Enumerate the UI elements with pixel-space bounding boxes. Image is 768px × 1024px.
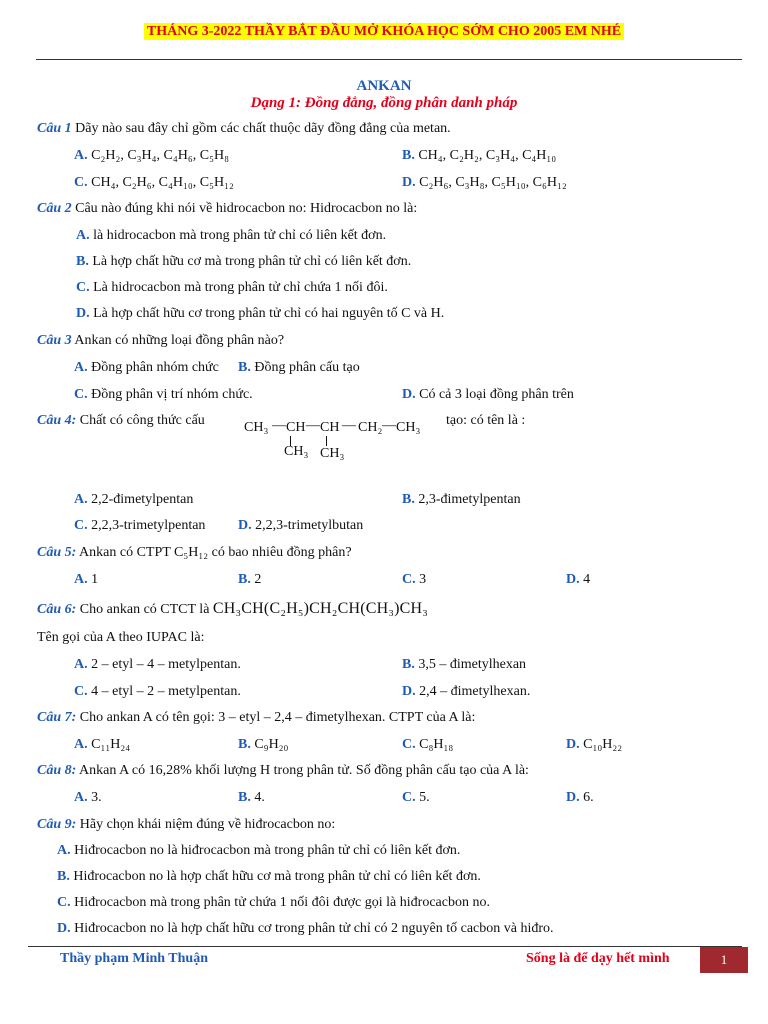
formula-vertical-bond — [326, 436, 327, 446]
question-text: Ankan có những loại đồng phân nào? — [71, 333, 285, 348]
q2-option-c[interactable] — [76, 280, 388, 296]
q6-option-a[interactable] — [74, 657, 241, 673]
option-letter: B. — [238, 360, 251, 375]
q9-option-c[interactable] — [57, 895, 490, 911]
q1-option-a[interactable] — [74, 148, 229, 164]
option-letter: D. — [566, 572, 580, 587]
q8-option-b[interactable] — [238, 790, 265, 806]
q7-option-d[interactable] — [566, 737, 622, 753]
option-letter: B. — [402, 492, 415, 507]
question-4 — [37, 413, 205, 429]
option-text: CH₄, C₂H₂, C₃H₄, C₄H₁₀ — [418, 148, 557, 163]
footer-motto: Sống là để dạy hết mình — [526, 951, 670, 966]
question-label: Câu 5: — [37, 545, 77, 560]
q3-option-d[interactable] — [402, 387, 574, 403]
question-label: Câu 1 — [37, 121, 72, 136]
option-letter: C. — [402, 737, 416, 752]
option-text: 3. — [91, 790, 102, 805]
option-letter: C. — [74, 387, 88, 402]
formula-ch-2: CH — [320, 420, 340, 435]
option-text: 2,3-đimetylpentan — [418, 492, 521, 507]
option-letter: C. — [402, 572, 416, 587]
question-label: Câu 7: — [37, 710, 77, 725]
option-letter: B. — [402, 148, 415, 163]
option-letter: D. — [402, 684, 416, 699]
option-letter: D. — [57, 921, 71, 936]
section-title: ANKAN — [356, 78, 412, 94]
option-letter: C. — [74, 518, 88, 533]
promo-banner-text: THÁNG 3-2022 THẦY BẮT ĐẦU MỞ KHÓA HỌC SỚM CHO 2005 EM NHÉ — [144, 23, 624, 40]
option-text: 4 — [583, 572, 591, 587]
formula-methyl-2: CH₃ — [320, 446, 345, 461]
option-text: Hiđrocacbon no là hợp chất hữu cơ trong phân tử chỉ có 2 nguyên tố cacbon và hiđro. — [74, 921, 554, 936]
formula-ch3-right: CH₃ — [396, 420, 421, 435]
option-text: 2 — [254, 572, 262, 587]
option-text: 3 — [419, 572, 427, 587]
q9-option-a[interactable] — [57, 843, 460, 859]
option-letter: D. — [566, 790, 580, 805]
formula-bond: — — [382, 418, 396, 433]
option-letter: A. — [57, 843, 71, 858]
question-label: Câu 2 — [37, 201, 72, 216]
q6-option-c[interactable] — [74, 684, 241, 700]
option-text: 3,5 – đimetylhexan — [418, 657, 527, 672]
option-text: Là hợp chất hữu cơ trong phân tử chỉ có hai nguyên tố C và H. — [93, 306, 445, 321]
question-5 — [37, 545, 352, 561]
q7-option-b[interactable] — [238, 737, 288, 753]
q4-option-c[interactable] — [74, 518, 205, 534]
option-letter: A. — [74, 572, 88, 587]
question-3 — [37, 333, 284, 349]
q9-option-d[interactable] — [57, 921, 554, 937]
footer-divider — [28, 946, 742, 947]
option-letter: A. — [74, 737, 88, 752]
formula-ch2: CH₂ — [358, 420, 383, 435]
promo-banner — [0, 24, 768, 40]
question-text: Ankan có CTPT C₅H₁₂ có bao nhiêu đồng phân? — [76, 545, 352, 560]
option-text: 2,2,3-trimetylbutan — [255, 518, 364, 533]
q7-option-c[interactable] — [402, 737, 453, 753]
q5-option-d[interactable] — [566, 572, 590, 588]
q1-option-c[interactable] — [74, 175, 234, 191]
option-text: C₁₁H₂₄ — [91, 737, 131, 752]
q4-option-a[interactable] — [74, 492, 193, 508]
q2-option-a[interactable] — [76, 228, 386, 244]
option-text: 2,4 – đimetylhexan. — [419, 684, 531, 699]
option-text: CH₄, C₂H₆, C₄H₁₀, C₅H₁₂ — [91, 175, 234, 190]
option-letter: C. — [74, 684, 88, 699]
question-label: Câu 8: — [37, 763, 77, 778]
footer-author: Thầy phạm Minh Thuận — [60, 951, 208, 966]
question-text: Ankan A có 16,28% khối lượng H trong phân tử. Số đồng phân cấu tạo của A là: — [76, 763, 529, 778]
option-letter: A. — [74, 657, 88, 672]
option-letter: A. — [74, 492, 88, 507]
formula-methyl-1: CH₃ — [284, 444, 309, 459]
option-letter: C. — [57, 895, 71, 910]
option-letter: D. — [566, 737, 580, 752]
option-text: Có cả 3 loại đồng phân trên — [419, 387, 574, 402]
formula-bond: — — [342, 418, 356, 433]
option-text: 5. — [419, 790, 430, 805]
q3-option-a[interactable] — [74, 360, 219, 376]
option-letter: A. — [74, 148, 88, 163]
option-text: 2,2,3-trimetylpentan — [91, 518, 206, 533]
option-letter: D. — [402, 175, 416, 190]
option-letter: B. — [238, 737, 251, 752]
option-letter: B. — [238, 572, 251, 587]
option-text: 1 — [91, 572, 99, 587]
option-letter: B. — [238, 790, 251, 805]
q8-option-c[interactable] — [402, 790, 430, 806]
option-text: C₁₀H₂₂ — [583, 737, 623, 752]
question-text: Câu nào đúng khi nói về hidrocacbon no: Hidrocacbon no là: — [71, 201, 418, 216]
q8-option-d[interactable] — [566, 790, 594, 806]
q8-option-a[interactable] — [74, 790, 102, 806]
option-text: 2 – etyl – 4 – metylpentan. — [91, 657, 241, 672]
q1-option-b[interactable] — [402, 148, 556, 164]
q9-option-b[interactable] — [57, 869, 481, 885]
question-1 — [37, 121, 451, 137]
option-letter: D. — [402, 387, 416, 402]
question-text: Cho ankan có CTCT là — [76, 602, 213, 617]
option-text: Đồng phân nhóm chức — [91, 360, 219, 375]
q7-option-a[interactable] — [74, 737, 130, 753]
question-7 — [37, 710, 475, 726]
question-text: Dãy nào sau đây chỉ gồm các chất thuộc dãy đồng đẳng của metan. — [71, 121, 451, 136]
question-label: Câu 3 — [37, 333, 72, 348]
option-text: C₂H₂, C₃H₄, C₄H₆, C₅H₈ — [91, 148, 229, 163]
option-letter: C. — [76, 280, 90, 295]
option-text: Hiđrocacbon no là hợp chất hữu cơ mà trong phân tử chỉ có liên kết đơn. — [73, 869, 481, 884]
formula-bond: — — [306, 418, 320, 433]
q1-option-d[interactable] — [402, 175, 567, 191]
option-letter: B. — [402, 657, 415, 672]
q5-option-a[interactable] — [74, 572, 98, 588]
question-label: Câu 4: — [37, 413, 77, 428]
option-letter: B. — [57, 869, 70, 884]
option-text: 2,2-đimetylpentan — [91, 492, 194, 507]
option-text: Là hợp chất hữu cơ mà trong phân tử chỉ có liên kết đơn. — [92, 254, 412, 269]
q5-option-b[interactable] — [238, 572, 261, 588]
question-8 — [37, 763, 529, 779]
question-text: Cho ankan A có tên gọi: 3 – etyl – 2,4 – đimetylhexan. CTPT của A là: — [76, 710, 476, 725]
question-6-prompt: Tên gọi của A theo IUPAC là: — [37, 630, 205, 645]
option-letter: C. — [402, 790, 416, 805]
q3-option-b[interactable] — [238, 360, 360, 376]
question-2 — [37, 201, 417, 217]
page-number: 1 — [700, 947, 748, 973]
question-6 — [37, 600, 428, 618]
option-letter: D. — [76, 306, 90, 321]
option-text: Hiđrocacbon no là hiđrocacbon mà trong phân tử chỉ có liên kết đơn. — [74, 843, 461, 858]
q6-option-d[interactable] — [402, 684, 530, 700]
option-letter: B. — [76, 254, 89, 269]
option-letter: C. — [74, 175, 88, 190]
q5-option-c[interactable] — [402, 572, 426, 588]
option-text: 4 – etyl – 2 – metylpentan. — [91, 684, 241, 699]
q3-option-c[interactable] — [74, 387, 253, 403]
option-text: 6. — [583, 790, 594, 805]
option-text: C₈H₁₈ — [419, 737, 454, 752]
q4-option-d[interactable] — [238, 518, 363, 534]
structural-formula — [244, 420, 444, 466]
question-label: Câu 9: — [37, 817, 77, 832]
section-subtitle: Dạng 1: Đồng đẳng, đồng phân danh pháp — [250, 95, 518, 111]
option-letter: D. — [238, 518, 252, 533]
q6-option-b[interactable] — [402, 657, 526, 673]
option-text: Hiđrocacbon mà trong phân tử chứa 1 nối đôi được gọi là hiđrocacbon no. — [74, 895, 490, 910]
option-text: 4. — [254, 790, 265, 805]
formula-bond: — — [272, 418, 286, 433]
question-text: Chất có công thức cấu — [76, 413, 205, 428]
option-letter: A. — [74, 790, 88, 805]
q4-option-b[interactable] — [402, 492, 521, 508]
option-letter: A. — [74, 360, 88, 375]
option-text: Là hidrocacbon mà trong phân tử chỉ chứa 1 nối đôi. — [93, 280, 388, 295]
option-text: là hidrocacbon mà trong phân tử chỉ có liên kết đơn. — [93, 228, 387, 243]
question-text: Hãy chọn khái niệm đúng về hiđrocacbon no: — [76, 817, 336, 832]
question-6-formula: CH₃CH(C₂H₅)CH₂CH(CH₃)CH₃ — [212, 600, 429, 617]
formula-ch-1: CH — [286, 420, 306, 435]
question-9 — [37, 817, 335, 833]
q2-option-d[interactable] — [76, 306, 444, 322]
option-text: C₂H₆, C₃H₈, C₅H₁₀, C₆H₁₂ — [419, 175, 567, 190]
option-text: C₉H₂₀ — [254, 737, 289, 752]
q2-option-b[interactable] — [76, 254, 411, 270]
option-letter: A. — [76, 228, 90, 243]
header-divider — [36, 59, 742, 60]
formula-ch3-left: CH₃ — [244, 420, 269, 435]
option-text: Đồng phân cấu tạo — [254, 360, 360, 375]
question-label: Câu 6: — [37, 602, 77, 617]
option-text: Đồng phân vị trí nhóm chức. — [91, 387, 253, 402]
question-4-continuation: tạo: có tên là : — [446, 413, 526, 428]
